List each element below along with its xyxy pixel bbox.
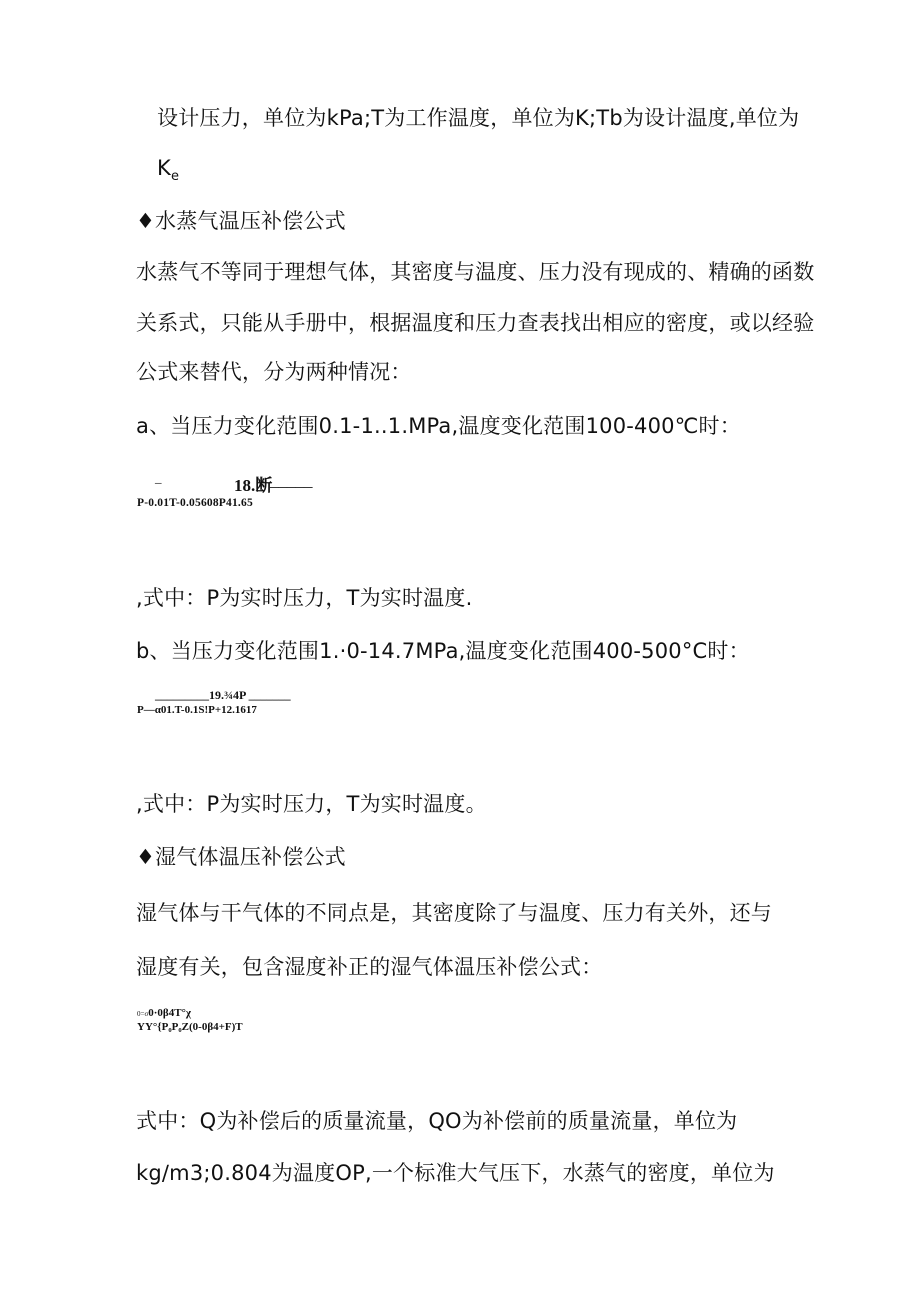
formula-c-numerator: [137, 1007, 191, 1019]
formula-a-denominator: P-0.01T-0.05608P41.65: [137, 497, 253, 509]
formula-c-numerator-main: 0·0β4T°χ: [148, 1007, 192, 1019]
case-a-condition: a、当压力变化范围0.1-1..1.MPa,温度变化范围100-400℃时：: [136, 414, 741, 438]
formula-a-numerator-rule: _____: [270, 471, 313, 490]
case-a-where: ,式中：P为实时压力，T为实时温度.: [136, 586, 473, 610]
wet-gas-paragraph-line2: 湿度有关，包含湿度补正的湿气体温压补偿公式：: [136, 955, 603, 979]
formula-a-dash: _: [155, 470, 162, 485]
case-b-condition: b、当压力变化范围1.·0-14.7MPa,温度变化范围400-500°C时：: [136, 639, 750, 663]
case-b-where: ,式中：P为实时压力，T为实时温度。: [136, 792, 487, 816]
paragraph-design-pressure-line2: [157, 154, 179, 191]
wet-gas-paragraph-line1: 湿气体与干气体的不同点是，其密度除了与温度、压力有关外，还与: [136, 901, 772, 925]
where-q-line1: 式中：Q为补偿后的质量流量，QO为补偿前的质量流量，单位为: [136, 1109, 738, 1133]
formula-b-denominator: P—α01.T-0.1S!P+12.1617: [137, 704, 257, 716]
paragraph-design-pressure-line1: 设计压力，单位为kPa;T为工作温度，单位为K;Tb为设计温度,单位为: [157, 106, 800, 130]
formula-c-prefix: 0=σ: [137, 1010, 149, 1018]
heading-steam-compensation: ♦水蒸气温压补偿公式: [136, 209, 346, 233]
formula-c-denominator: YY°{P₀P₀Z(0-0β4+F)T: [137, 1021, 243, 1033]
steam-paragraph-line3: 公式来替代，分为两种情况：: [136, 360, 412, 384]
heading-wet-gas-compensation: ♦湿气体温压补偿公式: [136, 845, 346, 869]
where-q-line2: kg∕m3;0.804为温度OP,一个标准大气压下，水蒸气的密度，单位为: [136, 1161, 775, 1185]
formula-a-numerator: 18.断: [234, 476, 273, 495]
unit-k: K: [157, 156, 171, 180]
steam-paragraph-line1: 水蒸气不等同于理想气体，其密度与温度、压力没有现成的、精确的函数: [136, 260, 815, 284]
unit-k-subscript: e: [170, 169, 180, 184]
steam-paragraph-line2: 关系式，只能从手册中，根据温度和压力查表找出相应的密度，或以经验: [136, 311, 815, 335]
formula-b-numerator: _________19.¾4P _______: [155, 688, 291, 702]
